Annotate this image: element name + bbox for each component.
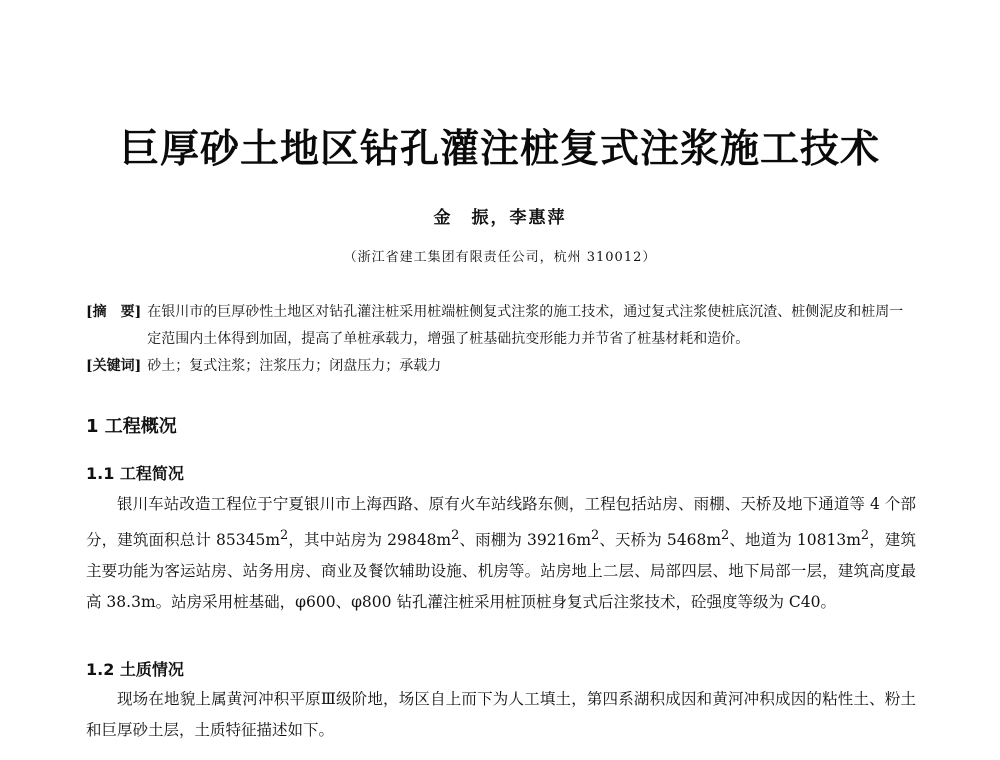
keywords-label: [关键词] — [86, 358, 142, 374]
section-heading-1-1: 1.1 工程简况 — [86, 464, 184, 483]
superscript: 2 — [280, 528, 289, 543]
section-heading-1-2: 1.2 土质情况 — [86, 660, 184, 679]
abstract-label: [摘 要] — [86, 304, 142, 320]
p1-text-4: 、天桥为 5468m — [599, 531, 722, 550]
paragraph-project-overview — [86, 489, 916, 618]
superscript: 2 — [451, 528, 460, 543]
p1-text-2: ，其中站房为 29848m — [288, 531, 452, 550]
keywords-text: 砂土；复式注浆；注浆压力；闭盘压力；承载力 — [147, 358, 442, 374]
affiliation: （浙江省建工集团有限责任公司，杭州 310012） — [343, 250, 657, 265]
superscript: 2 — [860, 528, 870, 543]
abstract-block — [86, 299, 916, 380]
p1-text-3: 、雨棚为 39216m — [459, 531, 592, 550]
p1-text-5: 、地道为 10813m — [729, 531, 861, 550]
paper-title: 巨厚砂土地区钻孔灌注桩复式注浆施工技术 — [119, 127, 880, 172]
abstract — [86, 299, 916, 353]
abstract-text: 在银川市的巨厚砂性土地区对钻孔灌注桩采用桩端桩侧复式注浆的施工技术，通过复式注浆使桩底沉渣、桩侧泥皮和桩周一定范围内土体得到加固，提高了单桩承载力，增强了桩基础抗变形能力并节省了桩基材耗和造价。 — [147, 304, 904, 347]
paragraph-soil-conditions: 现场在地貌上属黄河冲积平原Ⅲ级阶地，场区自上而下为人工填土，第四系湖积成因和黄河冲积成因的粘性土、粉土和巨厚砂土层，土质特征描述如下。 — [86, 690, 916, 739]
superscript: 2 — [591, 528, 600, 543]
keywords — [86, 353, 916, 380]
p1-text-6: ，建筑主要功能为客运站房、站务用房、商业及餐饮辅助设施、机房等。站房地上二层、局部四层、地下局部一层，建筑高度最高 38.3m。站房采用桩基础，φ600、φ800 钻孔灌注桩采用桩顶桩身复式后注浆技术，砼强度等级为 C40。 — [86, 531, 916, 612]
superscript: 2 — [721, 528, 730, 543]
p1-text-1: 银川车站改造工程位于宁夏银川市上海西路、原有火车站线路东侧，工程包括站房、雨棚、天桥及地下通道等 4 个部分，建筑面积总计 85345m — [86, 495, 916, 550]
section-heading-1: 1 工程概况 — [86, 416, 177, 437]
authors: 金 振，李惠萍 — [433, 208, 567, 228]
